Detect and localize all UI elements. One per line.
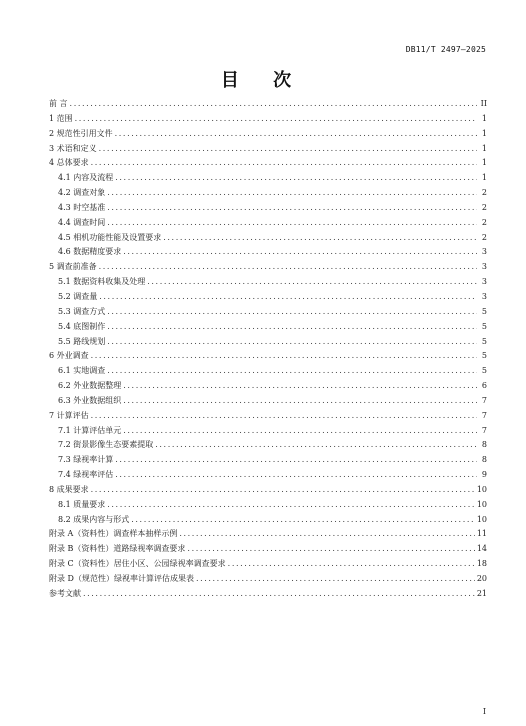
toc-entry-page: 3	[481, 247, 487, 257]
toc-entry-page: 20	[476, 574, 487, 583]
toc-entry-label: 7.1 计算评估单元	[58, 425, 122, 435]
toc-entry-page: 5	[481, 306, 487, 316]
toc-entry-label: 6.2 外业数据整理	[58, 381, 122, 391]
toc-entry-label: 4.1 内容及流程	[58, 173, 114, 183]
toc-leader-dots	[131, 513, 475, 528]
toc-entry[interactable]	[49, 498, 487, 513]
toc-entry[interactable]	[49, 305, 487, 320]
toc-leader-dots	[70, 97, 477, 112]
toc-entry-label: 5.5 路线规划	[58, 336, 106, 346]
toc-entry-page: 5	[481, 321, 487, 331]
toc-entry[interactable]	[49, 409, 487, 424]
toc-leader-dots	[123, 379, 477, 394]
toc-leader-dots	[83, 587, 475, 602]
toc-entry-page: 10	[476, 499, 487, 509]
toc-entry[interactable]	[49, 379, 487, 394]
toc-leader-dots	[187, 542, 474, 557]
toc-entry-label: 2 规范性引用文件	[49, 128, 113, 138]
toc-leader-dots	[107, 305, 477, 320]
toc-leader-dots	[196, 572, 475, 587]
toc-entry[interactable]	[49, 513, 487, 528]
toc-entry-page: 7	[481, 425, 487, 435]
toc-entry[interactable]	[49, 260, 487, 275]
toc-entry[interactable]	[49, 171, 487, 186]
toc-leader-dots	[147, 275, 477, 290]
toc-leader-dots	[99, 142, 477, 157]
toc-entry[interactable]	[49, 127, 487, 142]
toc-entry[interactable]	[49, 527, 487, 542]
toc-entry-label: 8.1 质量要求	[58, 499, 106, 509]
toc-leader-dots	[107, 498, 475, 513]
toc-entry[interactable]	[49, 349, 487, 364]
toc-entry-page: 2	[481, 202, 487, 212]
toc-entry-label: 8 成果要求	[49, 484, 89, 494]
toc-entry-label: 5.3 调查方式	[58, 306, 106, 316]
toc-entry[interactable]	[49, 424, 487, 439]
toc-entry-label: 附录 C（资料性）居住小区、公园绿视率调查要求	[49, 559, 226, 569]
toc-entry-label: 8.2 成果内容与形式	[58, 514, 130, 524]
toc-entry[interactable]	[49, 572, 487, 587]
toc-entry-page: 11	[476, 529, 487, 539]
toc-leader-dots	[91, 156, 477, 171]
toc-leader-dots	[91, 483, 475, 498]
toc-entry[interactable]	[49, 587, 487, 602]
toc-leader-dots	[99, 290, 477, 305]
toc-entry-page: 1	[481, 143, 487, 153]
toc-entry-label: 4.6 数据精度要求	[58, 247, 122, 257]
toc-entry-label: 4.5 相机功能性能及设置要求	[58, 232, 162, 242]
toc-entry[interactable]	[49, 142, 487, 157]
toc-leader-dots	[91, 409, 477, 424]
toc-leader-dots	[123, 424, 477, 439]
toc-entry-page: 3	[481, 277, 487, 287]
toc-entry[interactable]	[49, 245, 487, 260]
toc-entry[interactable]	[49, 483, 487, 498]
toc-entry-page: 2	[481, 217, 487, 227]
toc-entry[interactable]	[49, 186, 487, 201]
toc-leader-dots	[107, 335, 477, 350]
toc-entry[interactable]	[49, 320, 487, 335]
toc-entry[interactable]	[49, 542, 487, 557]
toc-entry[interactable]	[49, 97, 487, 112]
toc-entry-page: 10	[476, 484, 487, 494]
toc-entry-label: 5 调查前准备	[49, 262, 97, 272]
toc-leader-dots	[115, 171, 477, 186]
toc-entry-page: 21	[476, 588, 487, 598]
page-number: I	[482, 707, 486, 716]
toc-entry-label: 7.2 街景影像生态要素提取	[58, 440, 154, 450]
toc-entry[interactable]	[49, 394, 487, 409]
toc-entry-page: 6	[481, 381, 487, 391]
toc-leader-dots	[228, 557, 475, 572]
toc-leader-dots	[91, 349, 477, 364]
toc-entry[interactable]	[49, 156, 487, 171]
toc-entry-label: 附录 A（资料性）调查样本抽样示例	[49, 529, 178, 539]
toc-leader-dots	[107, 364, 477, 379]
toc-leader-dots	[123, 245, 477, 260]
toc-entry-page: 8	[481, 455, 487, 465]
toc-entry-page: II	[480, 99, 487, 108]
toc-entry-page: 18	[476, 559, 487, 569]
toc-leader-dots	[107, 216, 477, 231]
toc-entry-page: 1	[481, 158, 487, 168]
toc-leader-dots	[155, 438, 477, 453]
toc-entry-page: 2	[481, 188, 487, 198]
toc-entry[interactable]	[49, 335, 487, 350]
toc-entry-page: 1	[481, 113, 487, 123]
toc-entry[interactable]	[49, 290, 487, 305]
toc-entry[interactable]	[49, 275, 487, 290]
toc-entry[interactable]	[49, 201, 487, 216]
toc-entry[interactable]	[49, 468, 487, 483]
toc-leader-dots	[99, 260, 477, 275]
toc-entry-label: 4.4 调查时间	[58, 217, 106, 227]
toc-entry-label: 7 计算评估	[49, 410, 89, 420]
toc-entry-page: 1	[481, 128, 487, 138]
toc-entry-page: 5	[481, 336, 487, 346]
toc-entry-page: 3	[481, 262, 487, 272]
toc-entry-label: 4 总体要求	[49, 158, 89, 168]
toc-entry[interactable]	[49, 438, 487, 453]
toc-leader-dots	[123, 394, 477, 409]
toc-entry[interactable]	[49, 557, 487, 572]
toc-entry[interactable]	[49, 216, 487, 231]
toc-entry-page: 7	[481, 410, 487, 420]
toc-entry[interactable]	[49, 453, 487, 468]
toc-leader-dots	[107, 186, 477, 201]
toc-entry-page: 10	[476, 514, 487, 524]
toc-entry[interactable]	[49, 231, 487, 246]
toc-entry-page: 7	[481, 395, 487, 405]
toc-entry[interactable]	[49, 364, 487, 379]
toc-entry[interactable]	[49, 112, 487, 127]
toc-entry-label: 7.4 绿视率评估	[58, 470, 114, 480]
toc-entry-label: 6 外业调查	[49, 351, 89, 361]
toc-entry-label: 4.3 时空基准	[58, 202, 106, 212]
document-code: DB11/T 2497—2025	[405, 45, 486, 54]
toc-entry-label: 参考文献	[49, 588, 81, 598]
toc-leader-dots	[115, 468, 477, 483]
toc-entry-label: 3 术语和定义	[49, 143, 97, 153]
toc-entry-label: 6.1 实地调查	[58, 366, 106, 376]
toc-leader-dots	[107, 320, 477, 335]
toc-entry-label: 前 言	[49, 99, 68, 108]
toc-entry-label: 附录 B（资料性）道路绿视率调查要求	[49, 544, 186, 554]
table-of-contents	[49, 97, 487, 602]
toc-entry-page: 14	[476, 544, 487, 554]
page-title: 目 次	[220, 70, 306, 91]
toc-entry-page: 3	[481, 291, 487, 301]
toc-leader-dots	[107, 201, 477, 216]
toc-entry-label: 5.1 数据资料收集及处理	[58, 277, 146, 287]
toc-entry-label: 7.3 绿视率计算	[58, 455, 114, 465]
toc-leader-dots	[75, 112, 477, 127]
toc-entry-label: 4.2 调查对象	[58, 188, 106, 198]
toc-entry-label: 1 范围	[49, 113, 73, 123]
toc-entry-label: 5.4 底图制作	[58, 321, 106, 331]
toc-entry-label: 6.3 外业数据组织	[58, 395, 122, 405]
toc-entry-label: 附录 D（规范性）绿视率计算评估成果表	[49, 574, 194, 583]
toc-leader-dots	[179, 527, 474, 542]
toc-leader-dots	[115, 453, 477, 468]
toc-entry-page: 2	[481, 232, 487, 242]
toc-leader-dots	[163, 231, 477, 246]
toc-entry-page: 9	[481, 470, 487, 480]
toc-entry-page: 5	[481, 351, 487, 361]
toc-entry-page: 1	[481, 173, 487, 183]
toc-leader-dots	[115, 127, 477, 142]
toc-entry-label: 5.2 调查量	[58, 291, 98, 301]
toc-entry-page: 8	[481, 440, 487, 450]
toc-entry-page: 5	[481, 366, 487, 376]
